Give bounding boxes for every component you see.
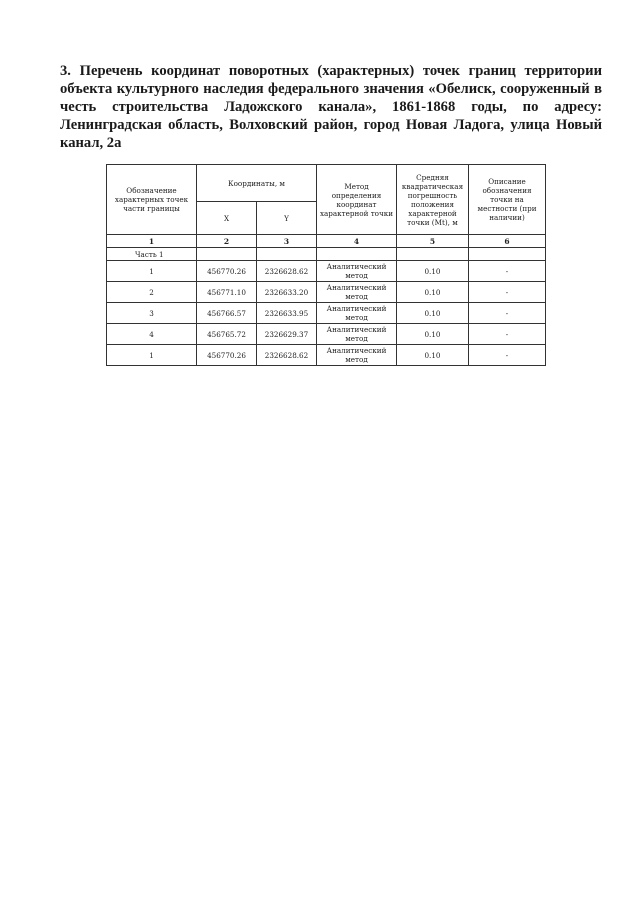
point-number: 2 [107,282,197,303]
error-value: 0.10 [397,261,469,282]
empty-cell [257,248,317,261]
method-value: Аналитический метод [317,303,397,324]
description-value: - [469,324,546,345]
empty-cell [197,248,257,261]
table-row [107,345,546,366]
error-value: 0.10 [397,324,469,345]
error-value: 0.10 [397,303,469,324]
column-number-row [107,235,546,248]
y-value: 2326633.20 [257,282,317,303]
column-number: 4 [317,235,397,248]
table-row [107,324,546,345]
header-coordinates: Координаты, м [197,165,317,202]
column-number: 3 [257,235,317,248]
empty-cell [317,248,397,261]
y-value: 2326629.37 [257,324,317,345]
point-number: 4 [107,324,197,345]
part-row [107,248,546,261]
y-value: 2326628.62 [257,345,317,366]
x-value: 456771.10 [197,282,257,303]
error-value: 0.10 [397,345,469,366]
description-value: - [469,261,546,282]
point-number: 1 [107,261,197,282]
header-x: X [197,202,257,235]
header-description: Описание обозначения точки на местности (при наличии) [469,165,546,235]
header-mean-error: Средняя квадратическая погрешность положения характерной точки (Mt), м [397,165,469,235]
empty-cell [397,248,469,261]
coordinates-table [106,164,546,366]
description-value: - [469,282,546,303]
error-value: 0.10 [397,282,469,303]
point-number: 1 [107,345,197,366]
x-value: 456770.26 [197,345,257,366]
y-value: 2326633.95 [257,303,317,324]
method-value: Аналитический метод [317,282,397,303]
description-value: - [469,303,546,324]
y-value: 2326628.62 [257,261,317,282]
method-value: Аналитический метод [317,324,397,345]
description-value: - [469,345,546,366]
column-number: 2 [197,235,257,248]
column-number: 6 [469,235,546,248]
header-method: Метод определения координат характерной точки [317,165,397,235]
method-value: Аналитический метод [317,261,397,282]
empty-cell [469,248,546,261]
column-number: 5 [397,235,469,248]
table-row [107,303,546,324]
table-row [107,261,546,282]
point-number: 3 [107,303,197,324]
x-value: 456765.72 [197,324,257,345]
column-number: 1 [107,235,197,248]
section-heading: 3. Перечень координат поворотных (характерных) точек границ территории объекта культурного наследия федерального значения «Обелиск, сооруженный в честь строительства Ладожского канала», 1861-1868 годы, по адресу: Ленинградская область, Волховский район, город Новая Ладога, улица Новый канал, 2а [60,63,602,151]
x-value: 456770.26 [197,261,257,282]
header-y: Y [257,202,317,235]
method-value: Аналитический метод [317,345,397,366]
x-value: 456766.57 [197,303,257,324]
table-row [107,282,546,303]
part-label: Часть 1 [107,248,197,261]
header-point-designation: Обозначение характерных точек части границы [107,165,197,235]
